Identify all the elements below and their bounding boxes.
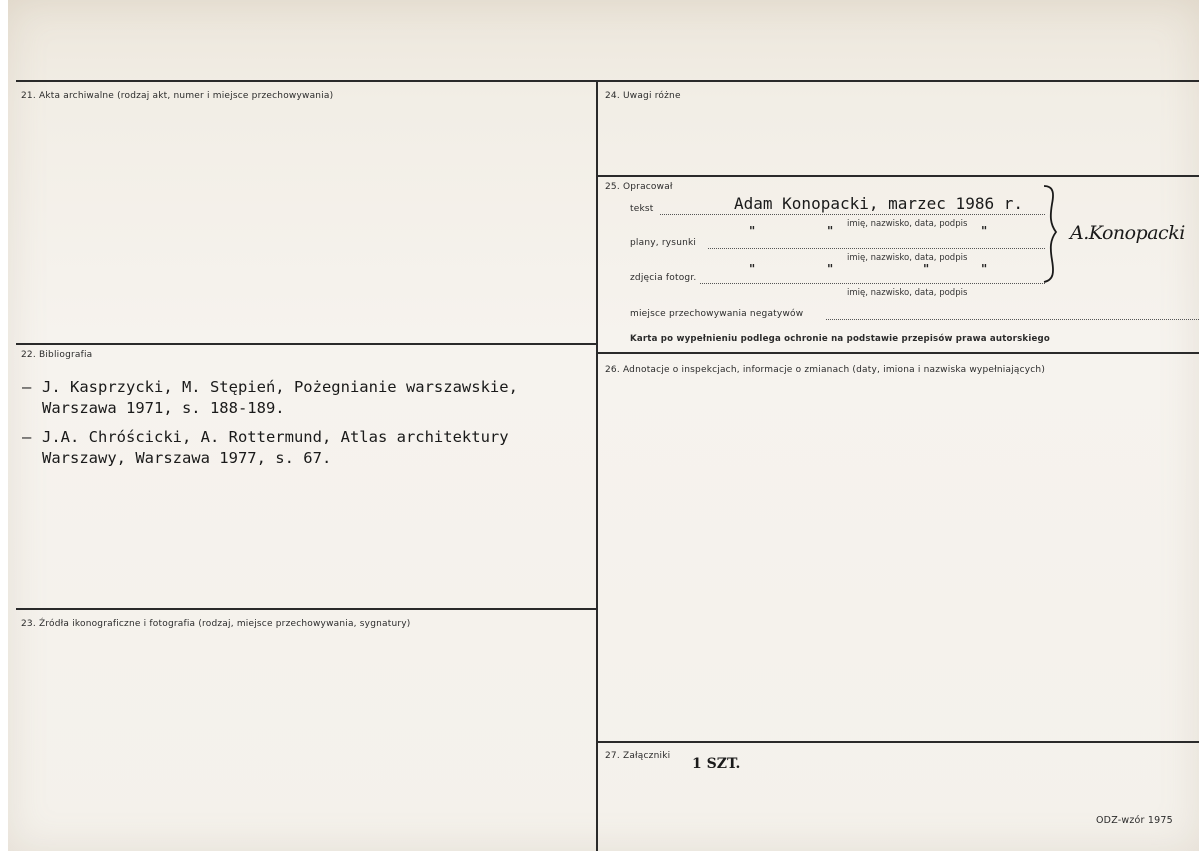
ditto-zdjecia-1: " [749, 262, 756, 276]
ditto-zdjecia-2: " [827, 262, 834, 276]
caption-1: imię, nazwisko, data, podpis [847, 219, 968, 229]
signature: A.Konopacki [1070, 222, 1185, 244]
bibliography-dash-2: – [22, 428, 32, 446]
record-card [8, 0, 1199, 851]
attachments-value: 1 SZT. [692, 756, 741, 772]
section-25-title: 25. Opracował [605, 182, 673, 192]
plany-line [708, 248, 1045, 249]
zdjecia-label: zdjęcia fotogr. [630, 273, 697, 283]
bibliography-entry-1-line1: J. Kasprzycki, M. Stępień, Pożegnianie warszawskie, [42, 378, 518, 396]
ditto-plany-3: " [981, 224, 988, 238]
zdjecia-line [700, 283, 1045, 284]
rule-25 [598, 175, 1199, 177]
signature-brace [1040, 184, 1064, 284]
plany-label: plany, rysunki [630, 238, 697, 248]
ditto-plany-2: " [827, 224, 834, 238]
center-divider [596, 80, 598, 851]
ditto-zdjecia-4: " [981, 262, 988, 276]
section-21-title: 21. Akta archiwalne (rodzaj akt, numer i miejsce przechowywania) [21, 91, 334, 101]
ditto-zdjecia-3: " [923, 262, 930, 276]
rule-22 [16, 343, 598, 345]
top-rule [16, 80, 1199, 82]
bibliography-entry-1-line2: Warszawa 1971, s. 188-189. [42, 399, 285, 417]
copyright-note: Karta po wypełnieniu podlega ochronie na podstawie przepisów prawa autorskiego [630, 334, 1050, 344]
bibliography-entry-2-line1: J.A. Chróścicki, A. Rottermund, Atlas architektury [42, 428, 509, 446]
negatywy-label: miejsce przechowywania negatywów [630, 309, 804, 319]
section-27-title: 27. Załączniki [605, 751, 671, 761]
bibliography-dash-1: – [22, 378, 32, 396]
caption-2: imię, nazwisko, data, podpis [847, 253, 968, 263]
tekst-line [660, 214, 1045, 215]
section-26-title: 26. Adnotacje o inspekcjach, informacje o zmianach (daty, imiona i nazwiska wypełniających) [605, 365, 1046, 375]
ditto-plany-1: " [749, 224, 756, 238]
section-23-title: 23. Źródła ikonograficzne i fotografia (rodzaj, miejsce przechowywania, sygnatury) [21, 619, 411, 629]
bibliography-entry-2-line2: Warszawy, Warszawa 1977, s. 67. [42, 449, 332, 467]
rule-27 [598, 741, 1199, 743]
section-24-title: 24. Uwagi różne [605, 91, 681, 101]
form-id: ODZ-wzór 1975 [1096, 815, 1173, 826]
tekst-value: Adam Konopacki, marzec 1986 r. [734, 194, 1023, 213]
section-22-title: 22. Bibliografia [21, 350, 93, 360]
caption-3: imię, nazwisko, data, podpis [847, 288, 968, 298]
rule-23 [16, 608, 598, 610]
negatywy-line [826, 319, 1199, 320]
rule-26 [598, 352, 1199, 354]
tekst-label: tekst [630, 204, 654, 214]
